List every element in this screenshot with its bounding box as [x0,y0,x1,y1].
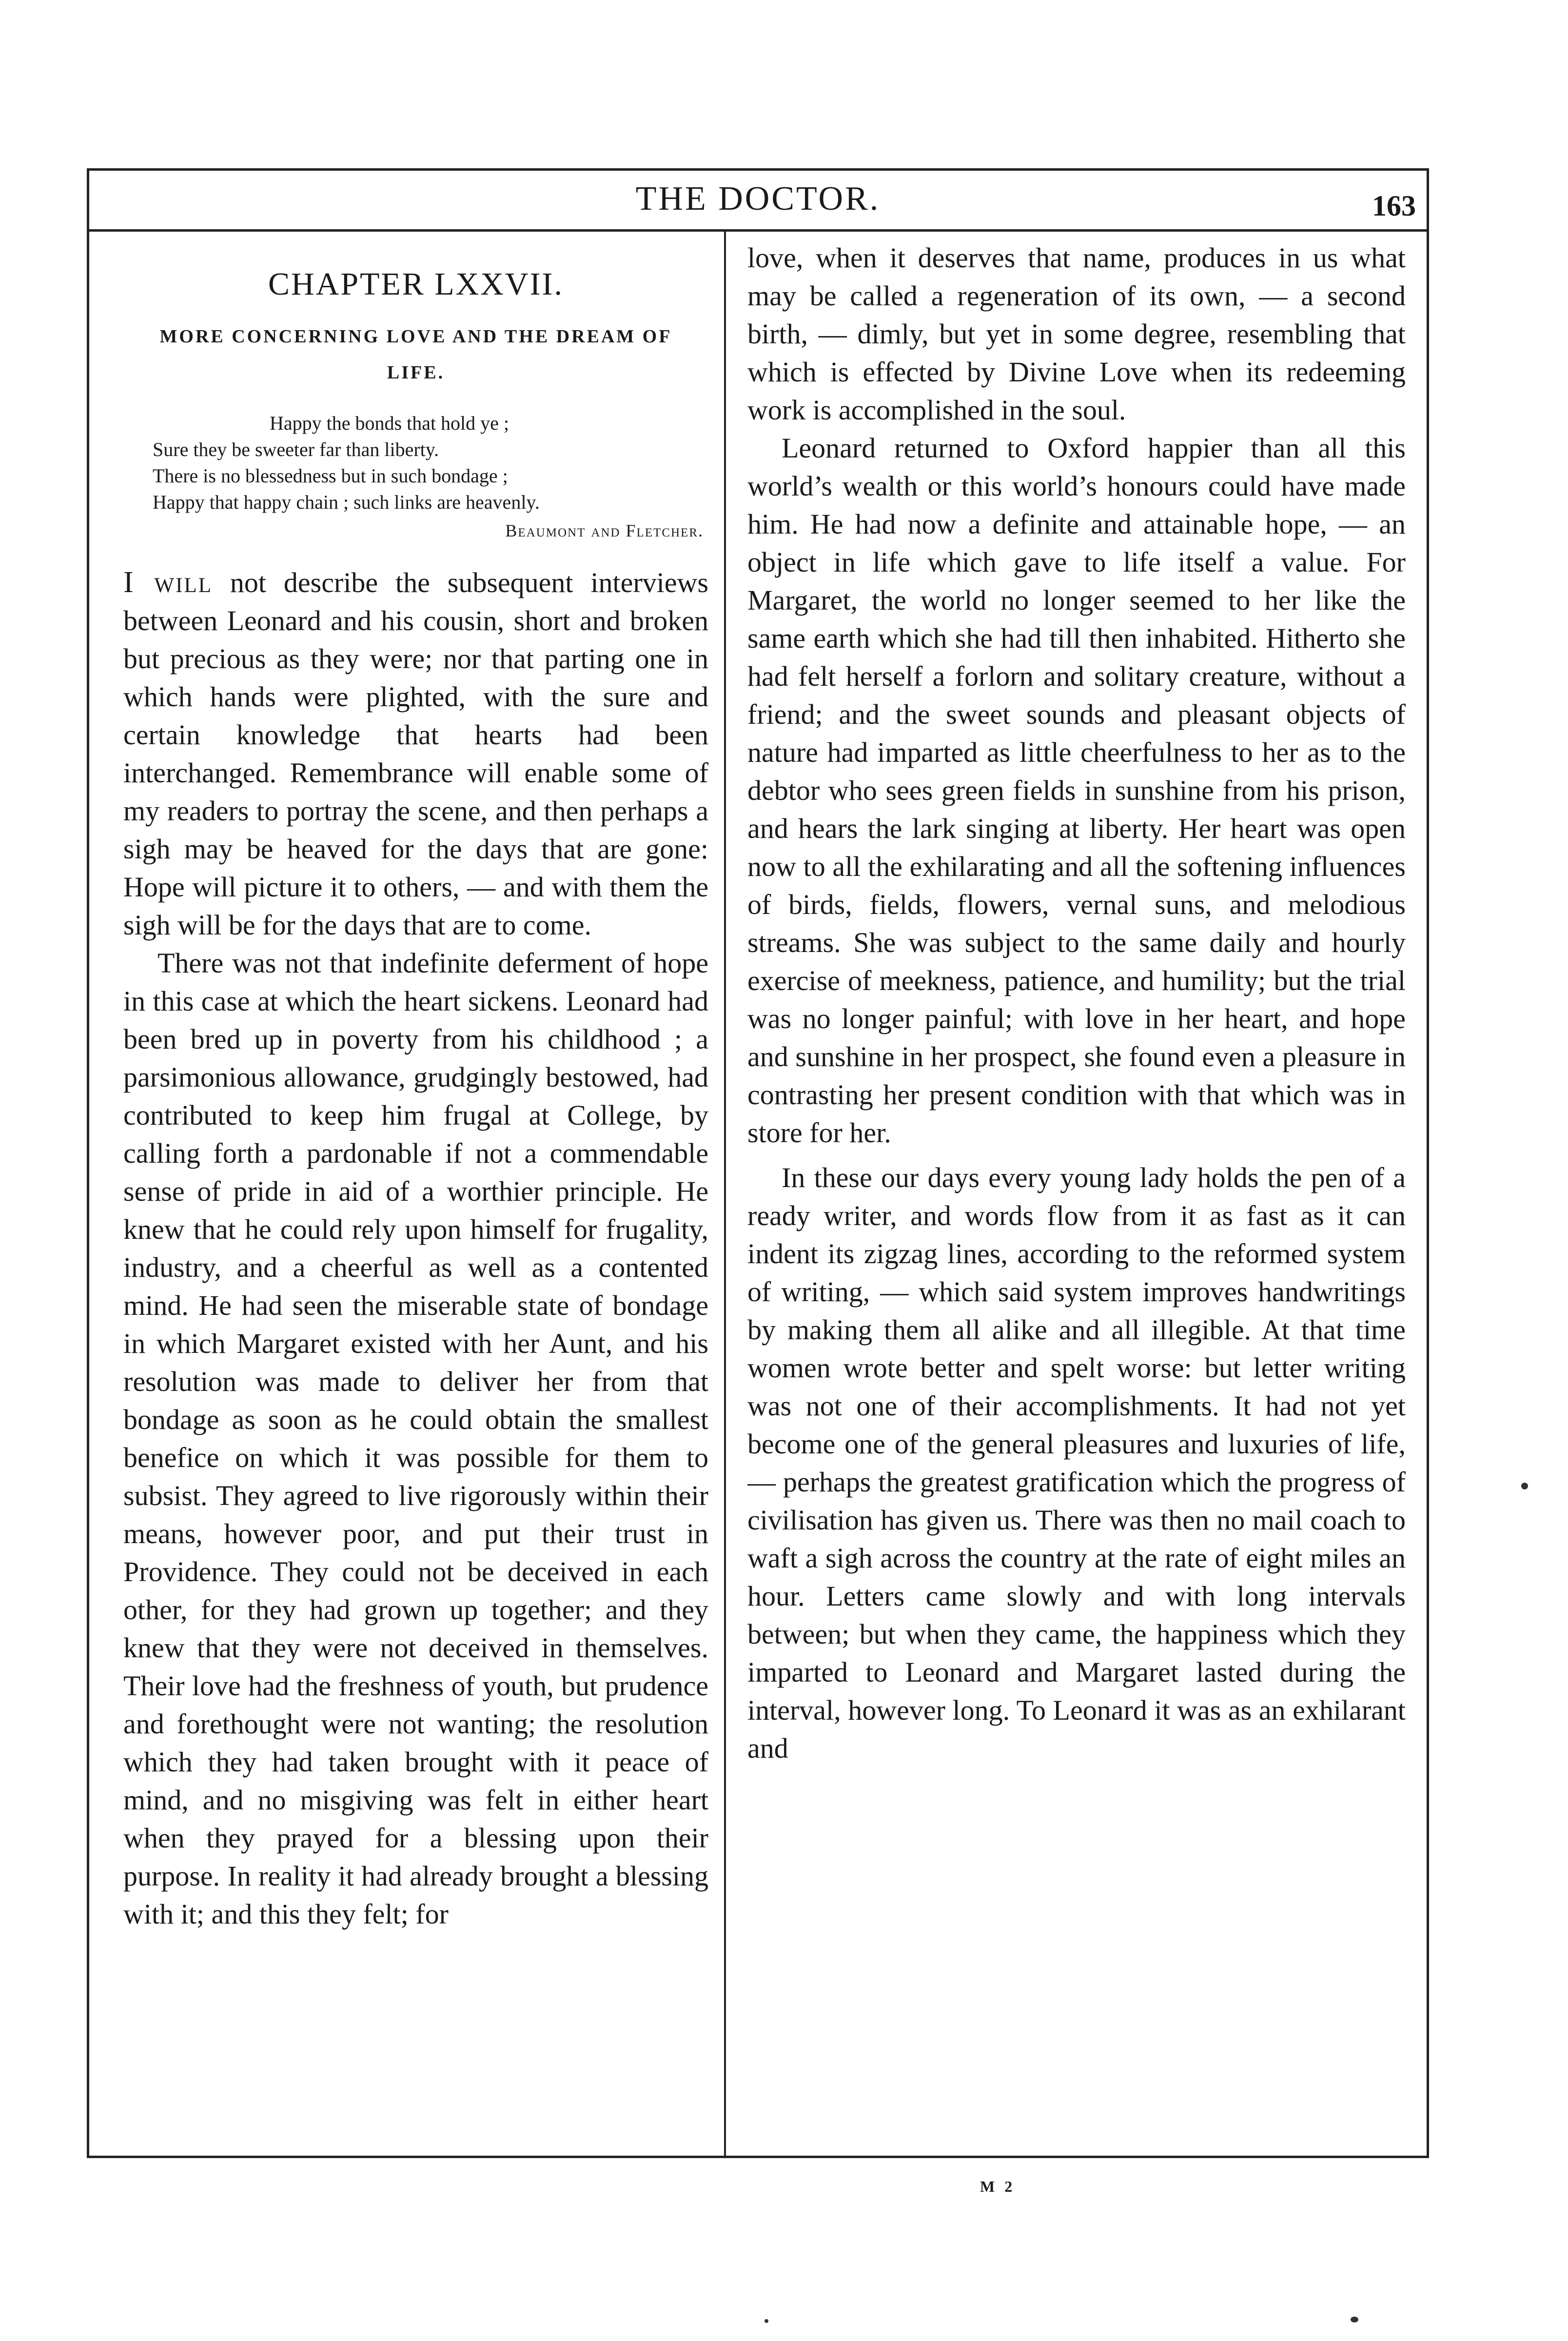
paragraph: love, when it deserves that name, produces in us what may be called a regeneration of its own, — a second birth, — dimly, but yet in some degree, resembling that which is effected by Divine Love when its redeeming work is accomplished in the soul. [747,242,1406,426]
column-divider [724,232,726,2156]
header-rule [87,229,1429,232]
paragraph: There was not that indefinite deferment of hope in this case at which the heart sickens. Leonard had been bred up in poverty from his childhood ; a parsimonious allowance, grudgingly bestowed, had contributed to keep him frugal at College, by calling forth a pardonable if not a commendable sense of pride in aid of a worthier principle. He knew that he could rely upon himself for frugality, industry, and a cheerful as well as a contented mind. He had seen the miserable state of bondage in which Margaret existed with her Aunt, and his resolution was made to deliver her from that bondage as soon as he could obtain the smallest benefice on which it was possible for them to subsist. They agreed to live rigorously within their means, however poor, and put their trust in Providence. They could not be deceived in each other, for they had grown up together; and they knew that they were not deceived in themselves. Their love had the freshness of youth, but prudence and forethought were not wanting; the resolution which they had taken brought with it peace of mind, and no misgiving was felt in either heart when they prayed for a blessing upon their purpose. In reality it had already brought a blessing with it; and this they felt; for [123,947,708,1930]
paragraph-text: not describe the subsequent interviews between Leonard and his cousin, short and broken but precious as they were; nor that parting one in which hands were plighted, with the sure and certain knowledge that hearts had been interchanged. Remembrance will enable some of my readers to portray the scene, and then perhaps a sigh may be heaved for the days that are gone: Hope will picture it to others, — and with them the sigh will be for the days that are to come. [123,567,708,941]
right-column [747,239,1406,2141]
epigraph-line: Sure they be sweeter far than liberty. [153,438,439,460]
page-frame [87,168,1429,2158]
page-number: 163 [1372,190,1416,222]
running-header [89,171,1427,232]
signature-mark: M 2 [980,2178,1016,2195]
epigraph-line: Happy the bonds that hold ye ; [270,412,510,434]
epigraph [153,410,708,544]
ink-speck [1521,1483,1528,1489]
paragraph [123,563,708,944]
epigraph-line: Happy that happy chain ; such links are heavenly. [153,491,540,513]
drop-initial: I will [123,566,213,599]
left-column [123,239,708,2141]
chapter-title: CHAPTER LXXVII. [268,266,564,302]
paragraph: In these our days every young lady holds the pen of a ready writer, and words flow from it as fast as it can indent its zigzag lines, according to the reformed system of writing, — which said system improves handwritings by making them all alike and all illegible. At that time women wrote better and spelt worse: but letter writing was not one of their accomplishments. It had not yet become one of the general pleasures and luxuries of life, — perhaps the greatest gratification which the progress of civilisation has given us. There was then no mail coach to waft a sigh across the country at the rate of eight miles an hour. Letters came slowly and with long intervals between; but when they came, the happiness which they imparted to Leonard and Margaret lasted during the interval, however long. To Leonard it was as an exhilarant and [747,1162,1406,1764]
paragraph: Leonard returned to Oxford happier than all this world’s wealth or this world’s honours could have made him. He had now a definite and attainable hope, — an object in life which gave to life itself a value. For Margaret, the world no longer seemed to her like the same earth which she had till then inhabited. Hitherto she had felt herself a forlorn and solitary creature, without a friend; and the sweet sounds and pleasant objects of nature had imparted as little cheerfulness to her as to the debtor who sees green fields in sunshine from his prison, and hears the lark singing at liberty. Her heart was open now to all the exhilarating and all the softening influences of birds, fields, flowers, vernal suns, and melodious streams. She was subject to the same daily and hourly exercise of meekness, patience, and humility; but the trial was no longer painful; with love in her heart, and hope and sunshine in her prospect, she found even a pleasure in contrasting her present condition with that which was in store for her. [747,432,1406,1149]
ink-speck [764,2319,768,2323]
epigraph-line: There is no blessedness but in such bondage ; [153,465,508,487]
epigraph-attribution: Beaumont and Fletcher. [505,521,704,540]
chapter-subtitle: MORE CONCERNING LOVE AND THE DREAM OF LIFE. [159,326,672,383]
ink-speck [1351,2317,1358,2322]
running-title: THE DOCTOR. [635,180,881,218]
